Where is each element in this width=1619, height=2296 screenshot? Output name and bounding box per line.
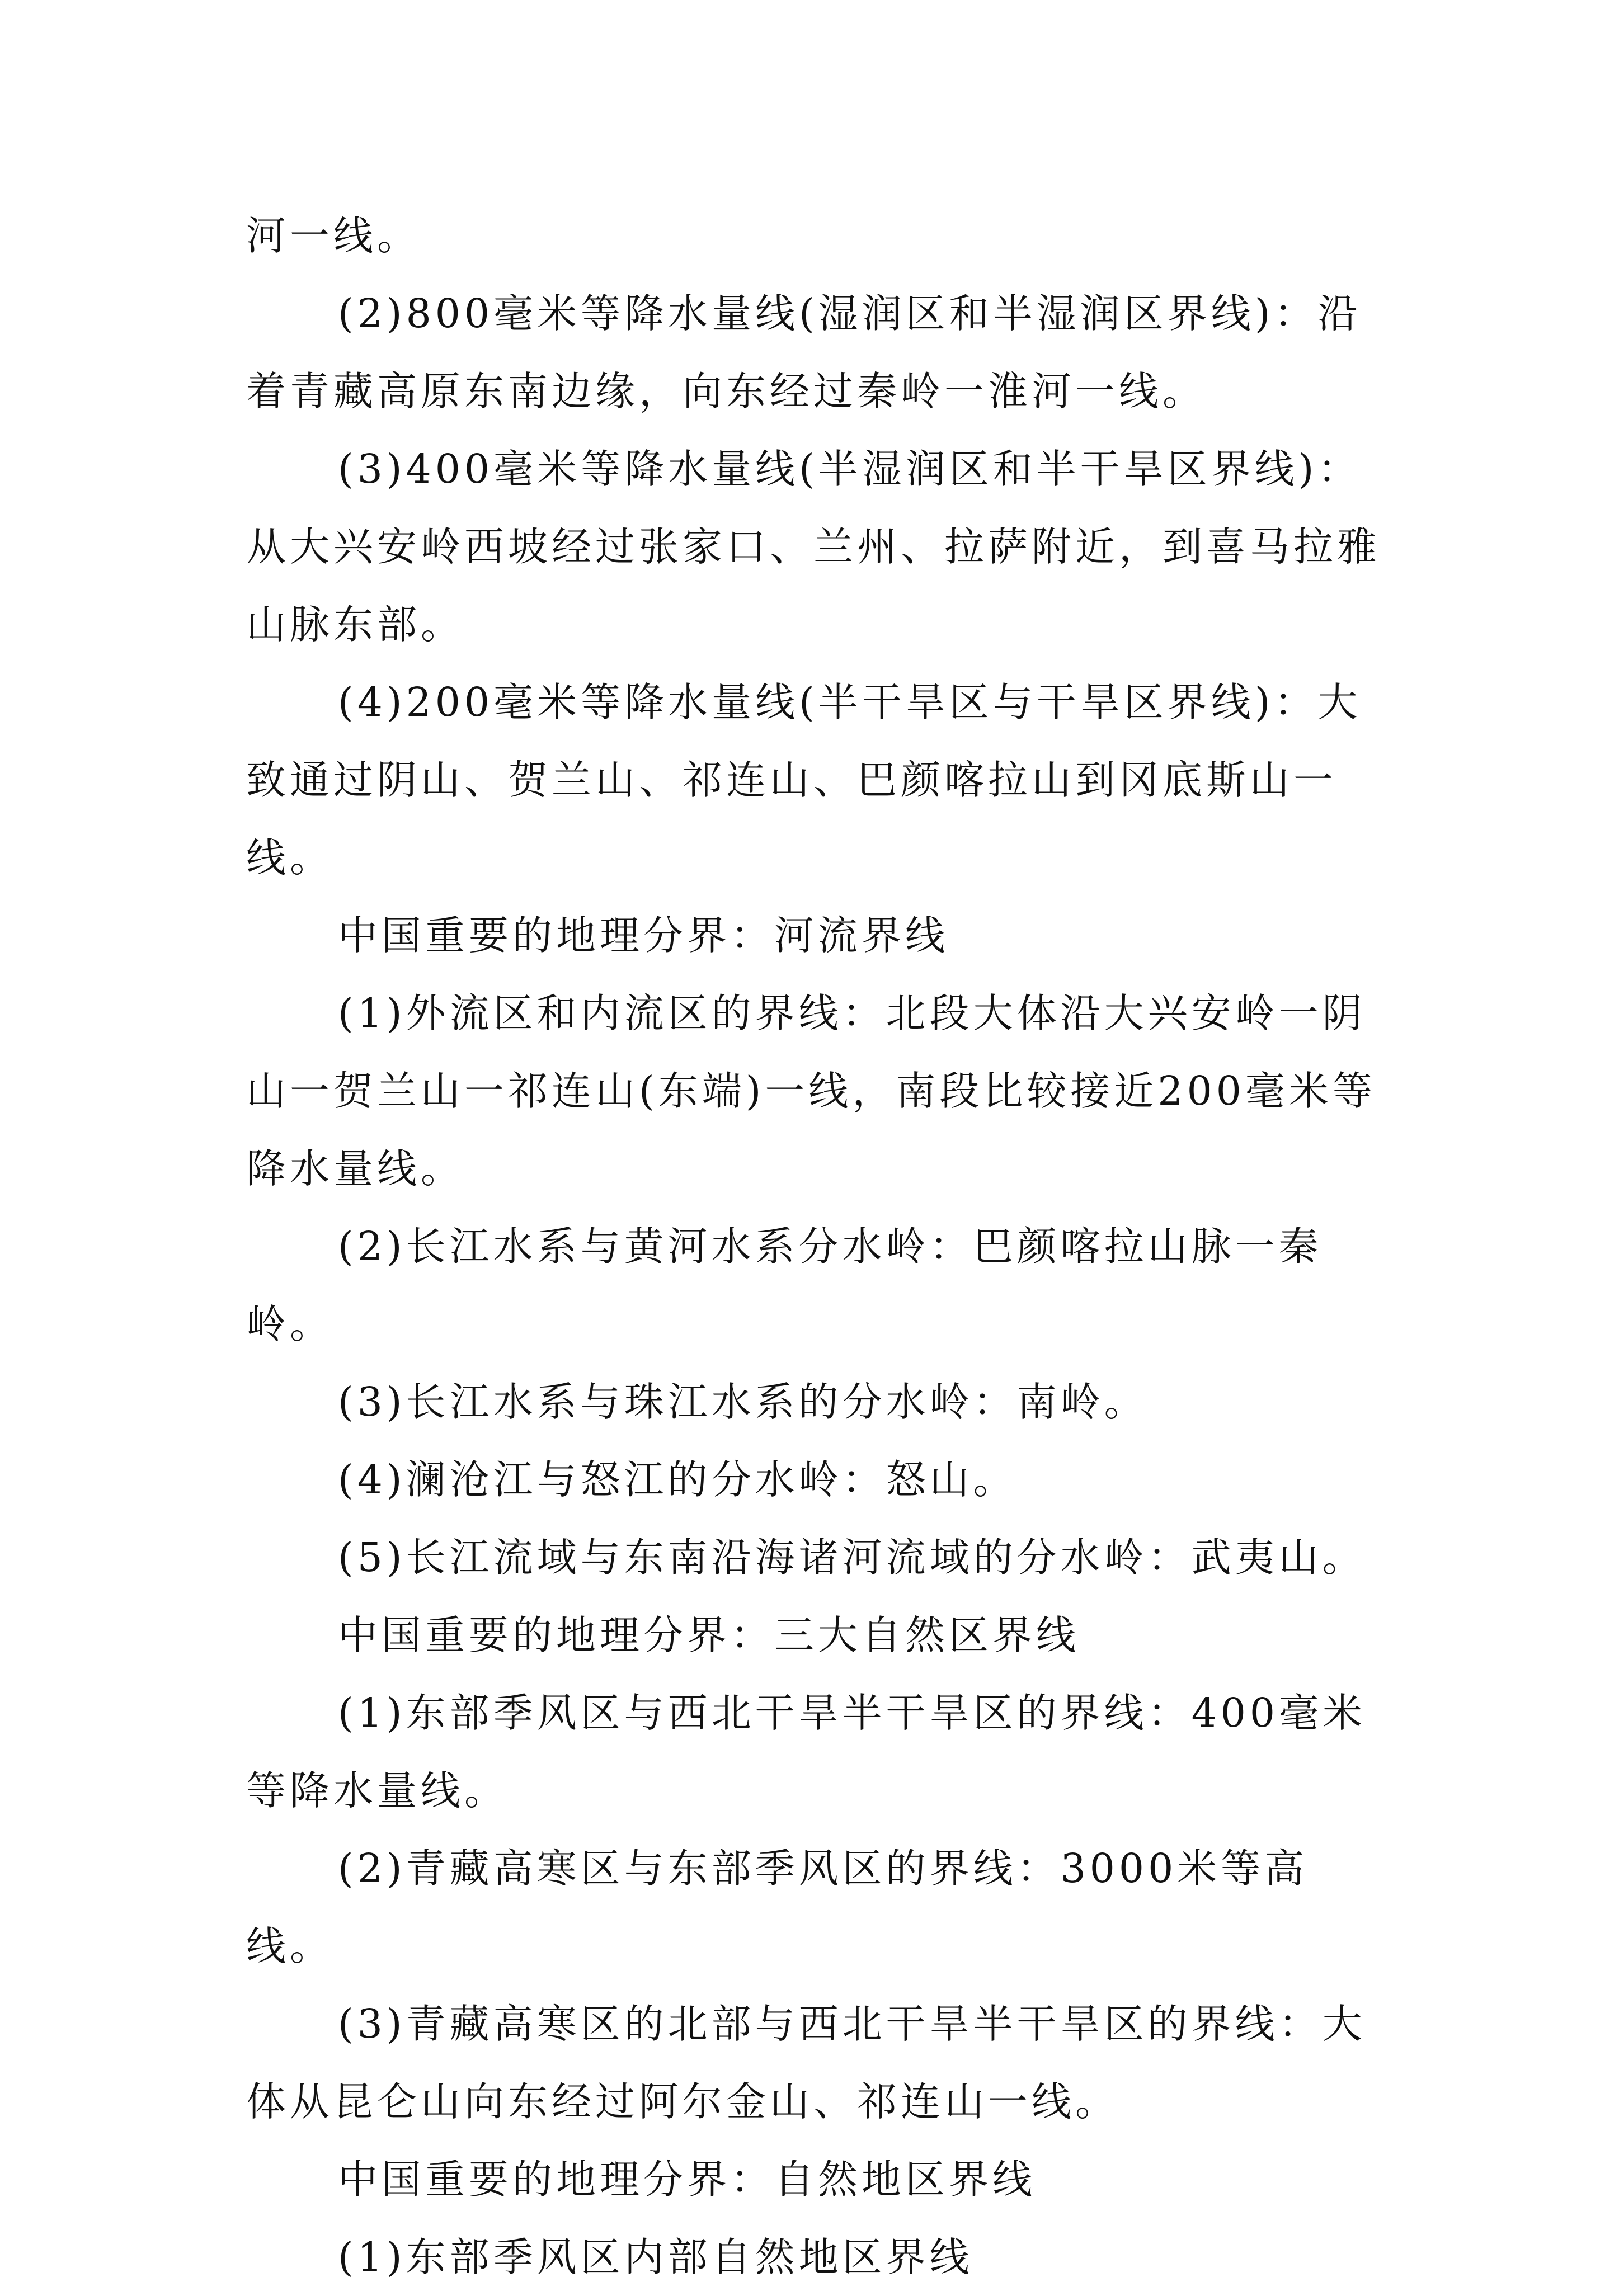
- paragraph: (1)东部季风区内部自然地区界线: [338, 2234, 973, 2280]
- paragraph: (5)长江流域与东南沿海诸河流域的分水岭：武夷山。: [338, 1534, 1366, 1581]
- paragraph: (3)长江水系与珠江水系的分水岭：南岭。: [338, 1379, 1148, 1425]
- paragraph: 河一线。: [246, 213, 421, 259]
- paragraph: (2)青藏高寒区与东部季风区的界线：3000米等高线。: [246, 1845, 1309, 1969]
- paragraph: (4)200毫米等降水量线(半干旱区与干旱区界线)：大致通过阴山、贺兰山、祁连山、巴颜喀拉山到冈底斯山一线。: [246, 679, 1362, 881]
- paragraph: (1)东部季风区与西北干旱半干旱区的界线：400毫米等降水量线。: [246, 1690, 1367, 1814]
- paragraph: (2)800毫米等降水量线(湿润区和半湿润区界线)：沿着青藏高原东南边缘，向东经过秦岭一淮河一线。: [246, 290, 1362, 414]
- paragraph: (2)长江水系与黄河水系分水岭：巴颜喀拉山脉一秦岭。: [246, 1223, 1323, 1347]
- paragraph: (3)400毫米等降水量线(半湿润区和半干旱区界线)：从大兴安岭西坡经过张家口、兰州、拉萨附近，到喜马拉雅山脉东部。: [246, 446, 1381, 648]
- document-body: [246, 197, 1387, 2296]
- section-heading: 中国重要的地理分界：河流界线: [338, 912, 949, 959]
- paragraph: (1)外流区和内流区的界线：北段大体沿大兴安岭一阴山一贺兰山一祁连山(东端)一线，南段比较接近200毫米等降水量线。: [246, 990, 1376, 1192]
- section-heading: 中国重要的地理分界：自然地区界线: [338, 2156, 1037, 2203]
- paragraph: (4)澜沧江与怒江的分水岭：怒山。: [338, 1456, 1017, 1503]
- section-heading: 中国重要的地理分界：三大自然区界线: [338, 1612, 1080, 1658]
- paragraph: (3)青藏高寒区的北部与西北干旱半干旱区的界线：大体从昆仑山向东经过阿尔金山、祁连山一线。: [246, 2001, 1366, 2125]
